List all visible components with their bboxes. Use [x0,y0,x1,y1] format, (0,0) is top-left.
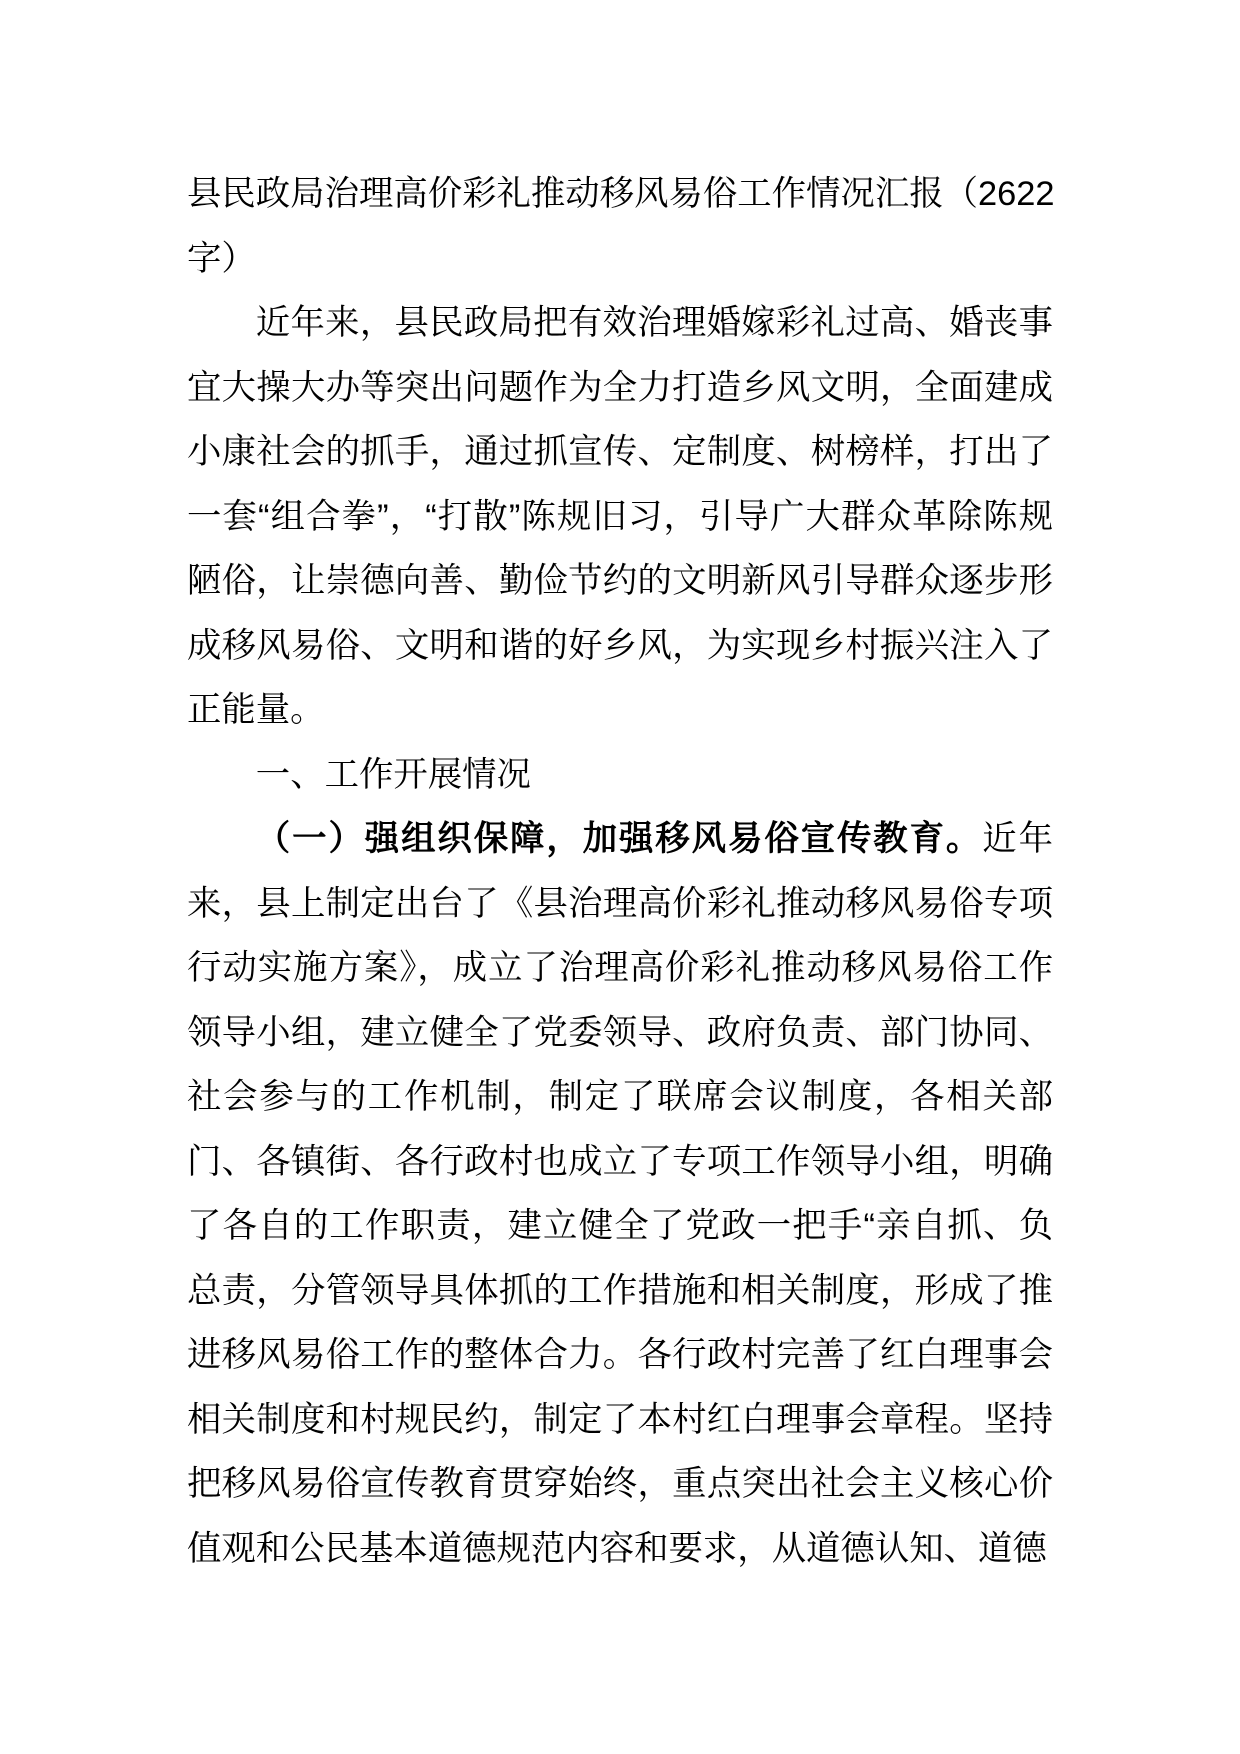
subsection-paragraph [187,807,1053,1581]
document-title-line1: 县民政局治理高价彩礼推动移风易俗工作情况汇报（2622 [187,175,1055,213]
intro-paragraph: 近年来，县民政局把有效治理婚嫁彩礼过高、婚丧事宜大操大办等突出问题作为全力打造乡风文明，全面建成小康社会的抓手，通过抓宣传、定制度、树榜样，打出了一套“组合拳”，“打散”陈规旧习，引导广大群众革除陈规陋俗，让崇德向善、勤俭节约的文明新风引导群众逐步形成移风易俗、文明和谐的好乡风，为实现乡村振兴注入了正能量。 [187,304,1053,729]
subsection-lead: （一）强组织保障，加强移风易俗宣传教育。 [255,820,983,858]
document-content [187,0,1053,1581]
document-title-line2: 字） [187,239,256,278]
section-heading: 一、工作开展情况 [255,755,531,794]
subsection-body: 近年来，县上制定出台了《县治理高价彩礼推动移风易俗专项行动实施方案》，成立了治理高价彩礼推动移风易俗工作领导小组，建立健全了党委领导、政府负责、部门协同、社会参与的工作机制，制定了联席会议制度，各相关部门、各镇街、各行政村也成立了专项工作领导小组，明确了各自的工作职责，建立健全了党政一把手“亲自抓、负总责，分管领导具体抓的工作措施和相关制度，形成了推进移风易俗工作的整体合力。各行政村完善了红白理事会相关制度和村规民约，制定了本村红白理事会章程。坚持把移风易俗宣传教育贯穿始终，重点突出社会主义核心价值观和公民基本道德规范内容和要求，从道德认知、道德 [187,820,1053,1568]
document-title [187,162,1053,291]
